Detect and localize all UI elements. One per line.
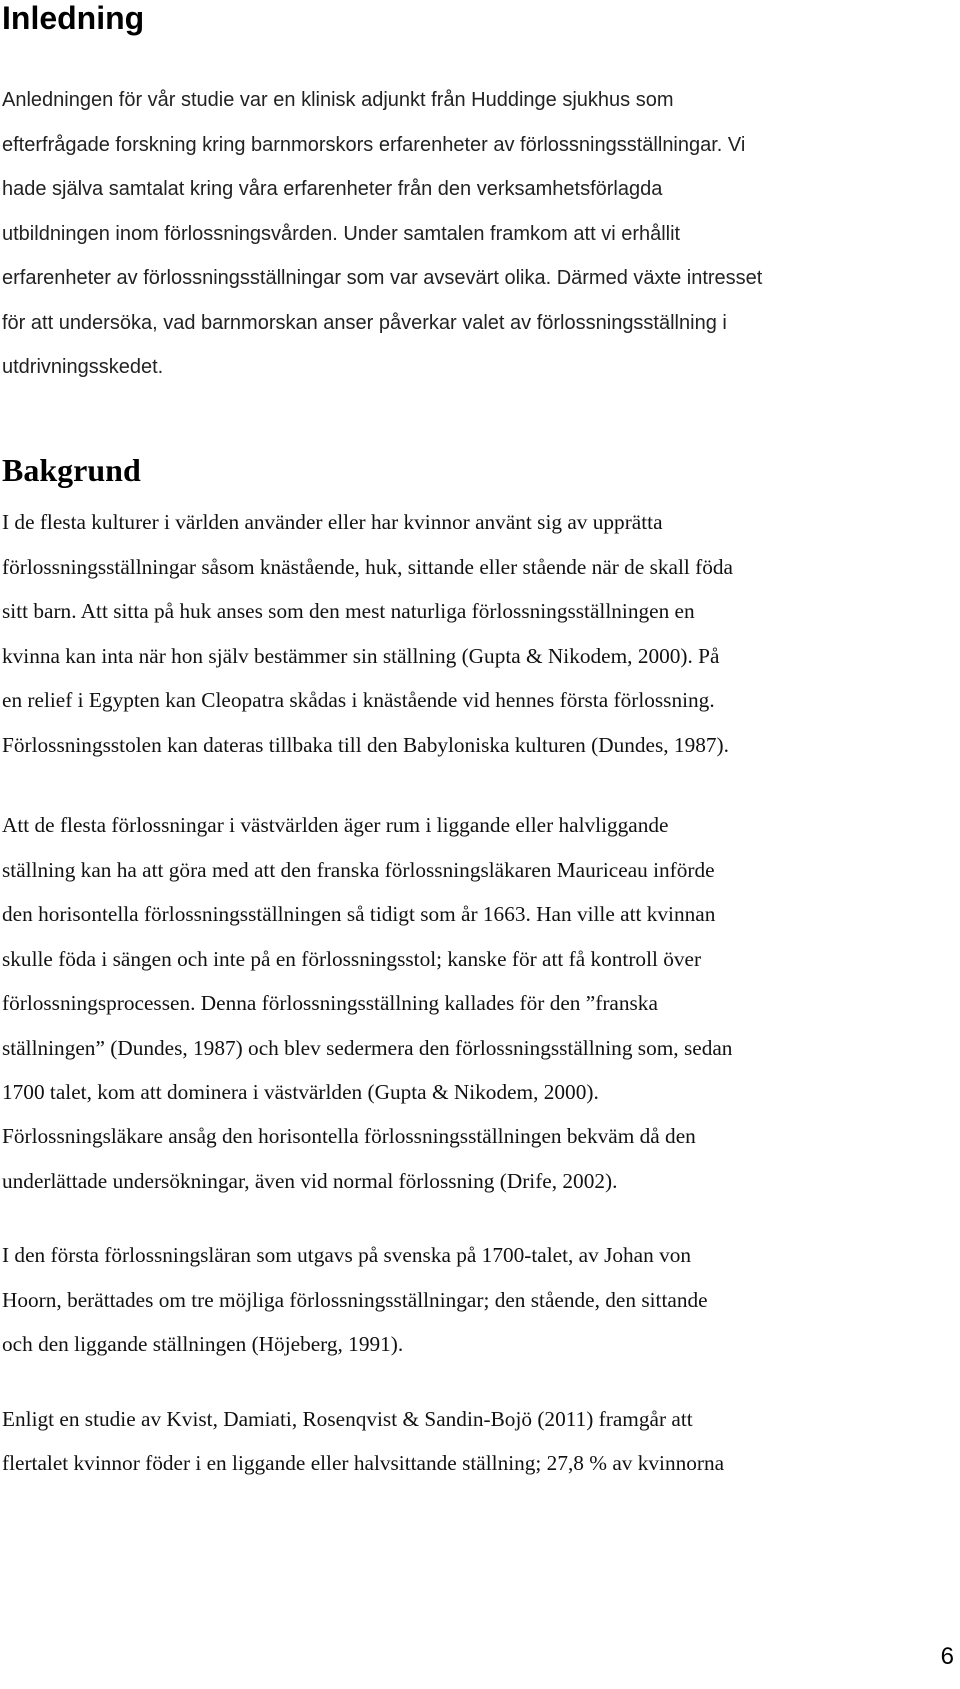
- text-line: Förlossningsläkare ansåg den horisontella förlossningsställningen bekväm då den: [2, 1124, 696, 1148]
- text-line: erfarenheter av förlossningsställningar som var avsevärt olika. Därmed växte intresset: [2, 267, 763, 289]
- text-line: förlossningsställningar såsom knästående, huk, sittande eller stående när de skall föda: [2, 555, 733, 579]
- text-line: I de flesta kulturer i världen använder eller har kvinnor använt sig av upprätta: [2, 510, 663, 534]
- text-line: 1700 talet, kom att dominera i västvärlden (Gupta & Nikodem, 2000).: [2, 1080, 599, 1104]
- text-line: och den liggande ställningen (Höjeberg, 1991).: [2, 1332, 404, 1356]
- text-line: en relief i Egypten kan Cleopatra skådas i knästående vid hennes första förlossning.: [2, 688, 715, 712]
- text-line: Anledningen för vår studie var en klinisk adjunkt från Huddinge sjukhus som: [2, 89, 674, 111]
- text-line: flertalet kvinnor föder i en liggande eller halvsittande ställning; 27,8 % av kvinnorna: [2, 1451, 725, 1475]
- text-line: hade själva samtalat kring våra erfarenheter från den verksamhetsförlagda: [2, 178, 663, 200]
- text-line: utbildningen inom förlossningsvården. Under samtalen framkom att vi erhållit: [2, 223, 681, 245]
- text-line: den horisontella förlossningsställningen så tidigt som år 1663. Han ville att kvinnan: [2, 902, 716, 926]
- text-line: sitt barn. Att sitta på huk anses som den mest naturliga förlossningsställningen en: [2, 599, 695, 623]
- text-line: Enligt en studie av Kvist, Damiati, Rosenqvist & Sandin-Bojö (2011) framgår att: [2, 1407, 693, 1431]
- text-line: ställningen” (Dundes, 1987) och blev sedermera den förlossningsställning som, sedan: [2, 1036, 733, 1060]
- text-line: Hoorn, berättades om tre möjliga förlossningsställningar; den stående, den sittande: [2, 1288, 708, 1312]
- text-line: I den första förlossningsläran som utgavs på svenska på 1700-talet, av Johan von: [2, 1243, 692, 1267]
- text-line: Att de flesta förlossningar i västvärlden äger rum i liggande eller halvliggande: [2, 813, 669, 837]
- text-line: ställning kan ha att göra med att den franska förlossningsläkaren Mauriceau införde: [2, 858, 715, 882]
- text-line: förlossningsprocessen. Denna förlossningsställning kallades för den ”franska: [2, 991, 658, 1015]
- text-line: för att undersöka, vad barnmorskan anser påverkar valet av förlossningsställning i: [2, 312, 727, 334]
- page-number: 6: [940, 1643, 954, 1670]
- text-line: utdrivningsskedet.: [2, 356, 164, 378]
- text-line: Förlossningsstolen kan dateras tillbaka till den Babyloniska kulturen (Dundes, 1987).: [2, 733, 729, 757]
- heading-bakgrund: Bakgrund: [2, 452, 141, 488]
- heading-inledning: Inledning: [2, 0, 145, 36]
- text-line: efterfrågade forskning kring barnmorskors erfarenheter av förlossningsställningar. Vi: [2, 134, 746, 156]
- text-line: underlättade undersökningar, även vid normal förlossning (Drife, 2002).: [2, 1169, 618, 1193]
- text-line: kvinna kan inta när hon själv bestämmer sin ställning (Gupta & Nikodem, 2000). På: [2, 644, 720, 668]
- text-line: skulle föda i sängen och inte på en förlossningsstol; kanske för att få kontroll över: [2, 947, 702, 971]
